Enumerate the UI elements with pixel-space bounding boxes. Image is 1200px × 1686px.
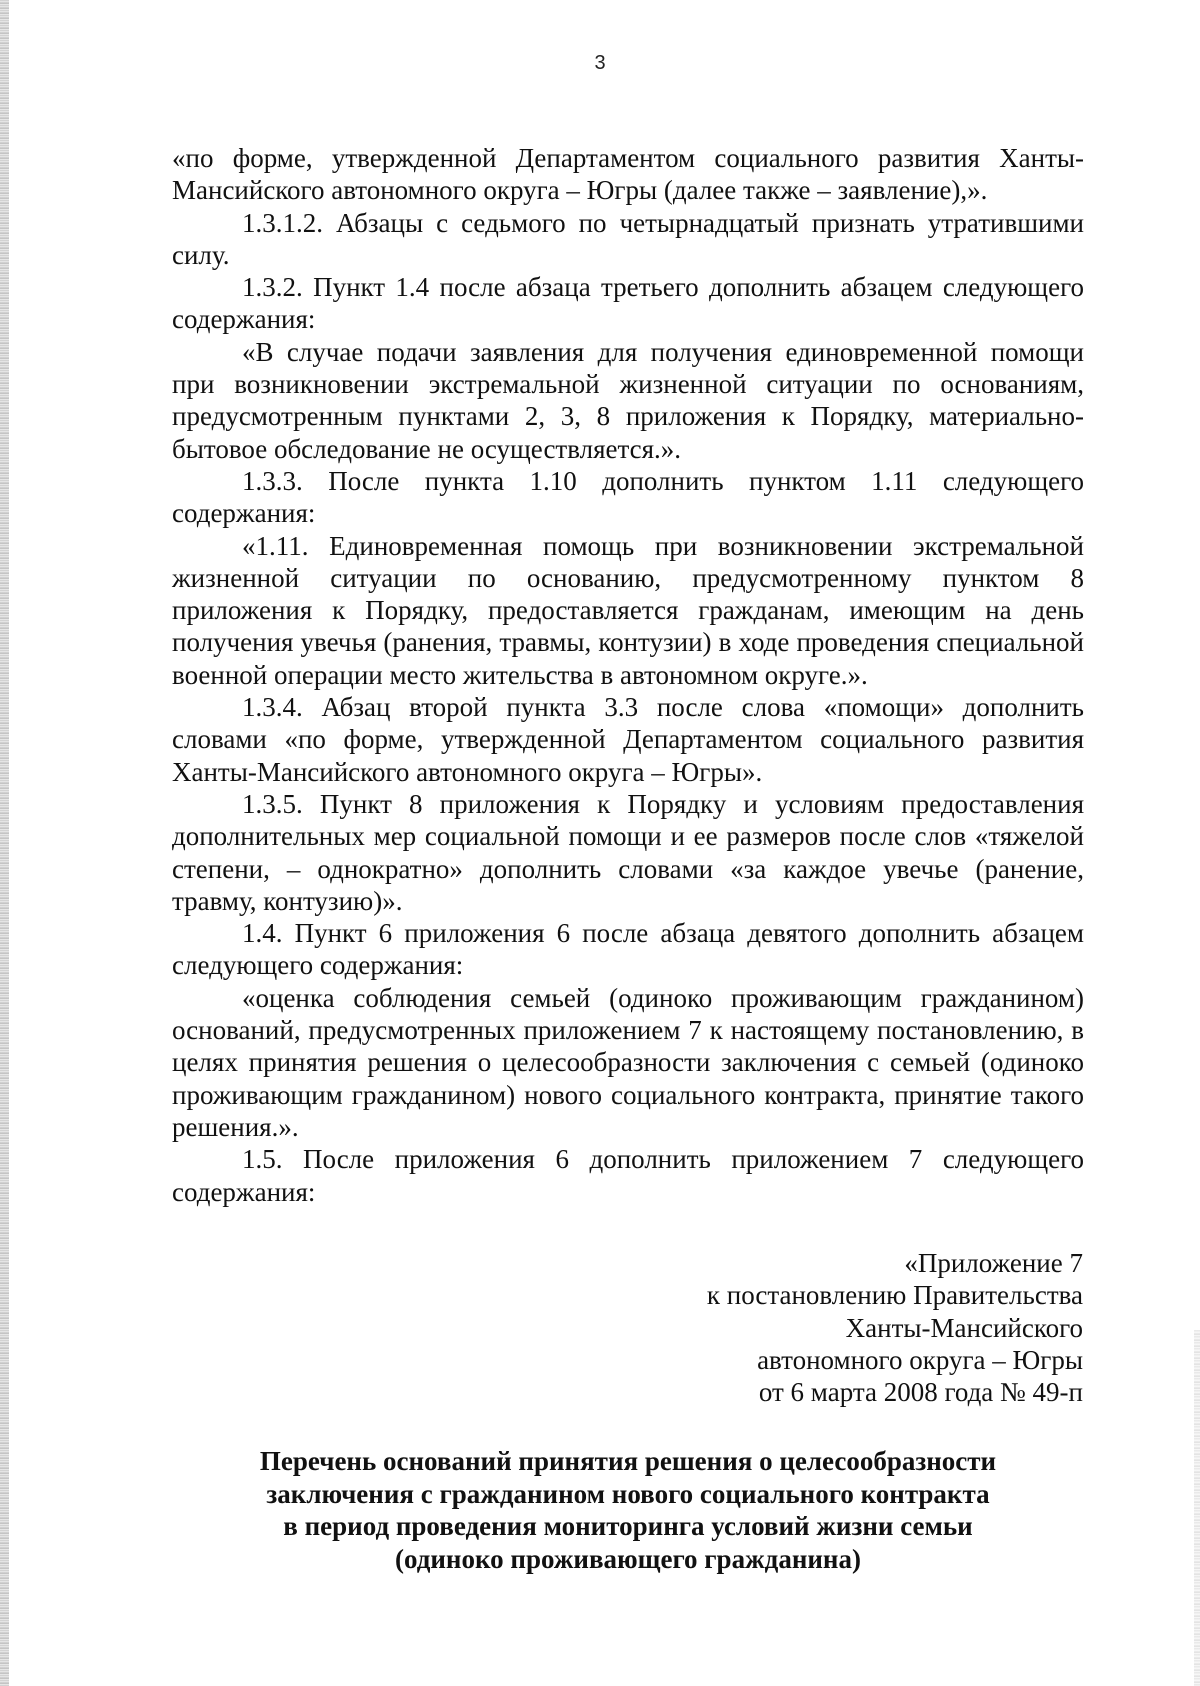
paragraph-11: 1.5. После приложения 6 дополнить приложением 7 следующего содержания: <box>172 1144 1084 1207</box>
paragraph-4: «В случае подачи заявления для получения единовременной помощи при возникновении экстремальной жизненной ситуации по основаниям, предусмотренным пунктами 2, 3, 8 приложения к Порядку, материально-бытовое обследование не осуществляется.». <box>172 336 1084 464</box>
paragraph-8: 1.3.5. Пункт 8 приложения к Порядку и условиям предоставления дополнительных мер социальной помощи и ее размеров после слов «тяжелой степени, – однократно» дополнить словами «за каждое увечье (ранение, травму, контузию)». <box>172 788 1084 916</box>
paragraph-5: 1.3.3. После пункта 1.10 дополнить пунктом 1.11 следующего содержания: <box>172 465 1084 529</box>
paragraph-3: 1.3.2. Пункт 1.4 после абзаца третьего дополнить абзацем следующего содержания: <box>172 272 1084 335</box>
scan-edge-left <box>0 0 9 1686</box>
appendix-line-1: «Приложение 7 <box>904 1248 1083 1278</box>
title-line-3: в период проведения мониторинга условий жизни семьи <box>283 1511 973 1541</box>
body-text <box>172 142 1084 1208</box>
title-line-1: Перечень оснований принятия решения о целесообразности <box>259 1446 997 1476</box>
page-number: 3 <box>594 52 606 74</box>
appendix-line-2: к постановлению Правительства <box>706 1280 1083 1311</box>
paragraph-7: 1.3.4. Абзац второй пункта 3.3 после слова «помощи» дополнить словами «по форме, утвержденной Департаментом социального развития Ханты-Мансийского автономного округа – Югры». <box>172 692 1084 787</box>
title-line-4: (одиноко проживающего гражданина) <box>395 1543 861 1574</box>
paragraph-1: «по форме, утвержденной Департаментом социального развития Ханты-Мансийского автономного округа – Югры (далее также – заявление),». <box>172 143 1084 206</box>
appendix-header <box>563 1247 1083 1408</box>
scan-edge-right <box>1194 1330 1200 1686</box>
document-title <box>172 1445 1084 1575</box>
paragraph-2: 1.3.1.2. Абзацы с седьмого по четырнадцатый признать утратившими силу. <box>172 207 1084 270</box>
title-line-2: заключения с гражданином нового социального контракта <box>266 1478 990 1509</box>
appendix-line-3: Ханты-Мансийского <box>845 1312 1083 1343</box>
paragraph-9: 1.4. Пункт 6 приложения 6 после абзаца девятого дополнить абзацем следующего содержания: <box>172 918 1084 981</box>
appendix-line-4: автономного округа – Югры <box>757 1344 1083 1375</box>
appendix-line-5: от 6 марта 2008 года № 49-п <box>758 1377 1083 1408</box>
paragraph-10: «оценка соблюдения семьей (одиноко проживающим гражданином) оснований, предусмотренных приложением 7 к настоящему постановлению, в целях принятия решения о целесообразности заключения с семьей (одиноко проживающим гражданином) нового социального контракта, принятие такого решения.». <box>172 982 1084 1142</box>
paragraph-6: «1.11. Единовременная помощь при возникновении экстремальной жизненной ситуации по основанию, предусмотренному пунктом 8 приложения к Порядку, предоставляется гражданам, имеющим на день получения увечья (ранения, травмы, контузии) в ходе проведения специальной военной операции место жительства в автономном округе.». <box>172 530 1084 690</box>
